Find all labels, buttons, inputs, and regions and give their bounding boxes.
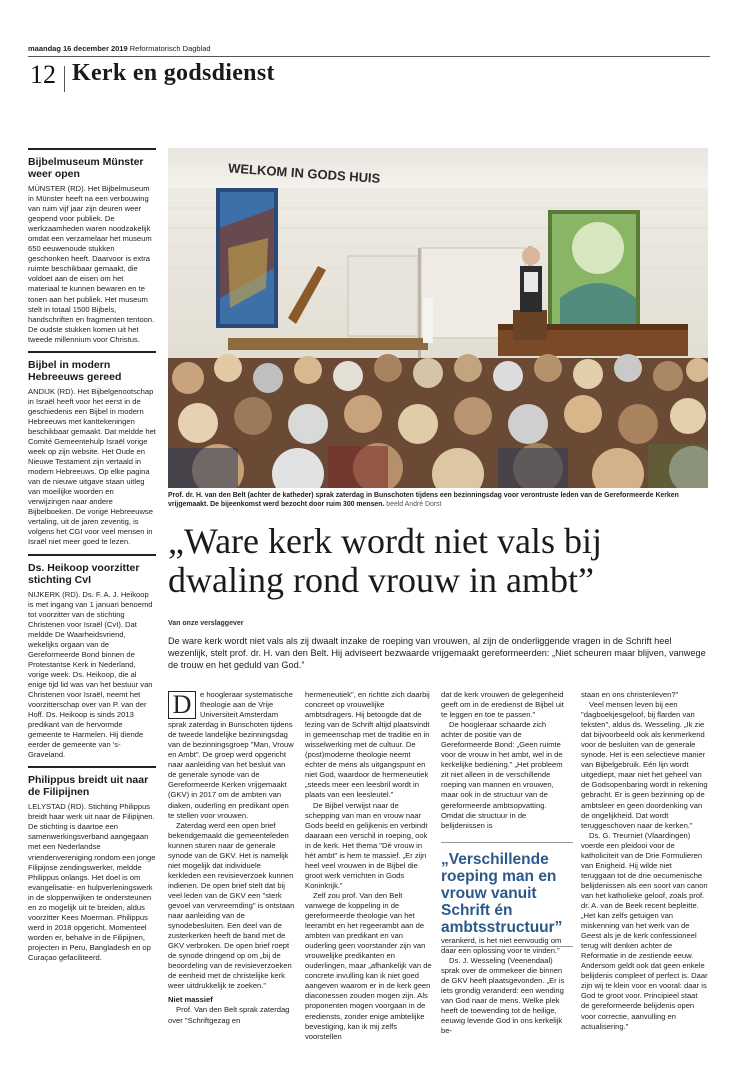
dropcap: D	[168, 691, 196, 719]
brief-title: Bijbelmuseum Münster weer open	[28, 156, 144, 180]
paragraph: staan en ons christenleven?”	[581, 690, 679, 699]
subheading: Niet massief	[168, 995, 213, 1005]
paragraph: e hoogleraar systematische theologie aan de Vrije Universiteit Amsterdam sprak zaterdag in Bunschoten tijdens de tweede landelijke bezinningsdag van de bezinningsgroep "Man, Vrouw en Ambt". De groep werd opgericht naar aanleiding van het besluit van de generale synode van de Gereformeerde Kerken vrijgemaakt (GKV) in 2017 om de ambten van diaken, ouderling en predikant open te stellen voor vrouwen.	[168, 690, 294, 820]
paragraph: dat de kerk vrouwen de gelegenheid geeft om in de eredienst de Bijbel uit te leggen en toe te passen.”	[441, 690, 564, 720]
church-meeting-photo	[168, 148, 708, 488]
brief-title: Bijbel in modern Hebreeuws gereed	[28, 358, 122, 383]
article-column-3-continued	[441, 936, 568, 1036]
article-column-3	[441, 690, 568, 831]
article-column-1	[168, 690, 295, 1026]
paragraph: Ds. G. Treurniet (Vlaardingen) voerde een pleidooi voor de katholiciteit van de Drie Formulieren van Enigheid. Hij wilde niet teruggaan tot de drie oecumenische belijdenissen als een soort van canon van het katholieke geloof, zoals prof. dr. A. van de Beek recent bepleitte. „Het kan zelfs getuigen van miskenning van het werk van de Geest als je de kerk confessioneel terug wilt denken achter de Reformatie in de zestiende eeuw. Andersom geldt ook dat geen enkele belijdenis compleet of perfect is. Daar zijn wij te klein voor en vooral: daar is God te groot voor. Principieel staat de gereformeerde belijdenis open voor correctie, aanvulling en actualisering.”	[581, 830, 708, 1031]
header-separator	[64, 66, 65, 92]
photo-credit: beeld André Dorst	[386, 501, 442, 508]
article-headline: „Ware kerk wordt niet vals bij dwaling rond vrouw in ambt”	[168, 521, 602, 600]
paragraph: verankerd, is het niet eenvoudig om daar een oplossing voor te vinden.”	[441, 936, 562, 956]
paragraph: Zaterdag werd een open brief bekendgemaakt die gemeenteleden kunnen sturen naar de generale synode van de GKV. Het is namelijk niet mogelijk dat individuele kerkleden een revisieverzoek kunnen indienen. De open brief stelt dat bij veel leden van de GKV een "sterk gevoel van vervreemding" is ontstaan naar aanleiding van de synodebesluiten. Een deel van de zusterkerken heeft de band met de GKV verbroken. De open brief roept de synode dringend op om „bij de beoordeling van de revisieverzoeken de eenheid met de christelijke kerk weer uitdrukkelijk te zoeken.”	[168, 820, 295, 991]
section-title: Kerk en godsdienst	[72, 60, 275, 86]
brief-body: ANDIJK (RD). Het Bijbelgenootschap in Israël heeft voor het eerst in de geschiedenis een Bijbel in modern Hebreeuws met kanttekeningen beschikbaar gemaakt. Dat meldde het Comité Gemeentehulp Israël vorige week op zijn website. Het Oude en Nieuwe Testament zijn vertaald in modern Hebreeuws. Op elke pagina van de nieuwe uitgave staan uitleg van moeilijke woorden en verwijzingen naar andere Bijbelboeken. De vorige Hebreeuwse vertaling, uit de jaren zeventig, is volgens het CGI voor veel mensen in Israël niet meer goed te lezen.	[28, 386, 156, 547]
brief-item	[28, 351, 156, 548]
article-column-2	[305, 690, 432, 1042]
paragraph: Prof. Van den Belt sprak zaterdag over "Schriftgezag en	[168, 1005, 290, 1025]
brief-item	[28, 554, 156, 761]
page-number: 12	[30, 60, 56, 89]
paragraph: Ds. J. Wesseling (Veenendaal) sprak over de ommekeer die binnen de GKV heeft plaatsgevonden. „Er is iets grondig veranderd: een wending van God naar de mens. Welke plek heeft de toewending tot de heilige, eeuwig levende God in ons kerkelijk be-	[441, 956, 565, 1036]
paragraph: Zelf zou prof. Van den Belt vanwege de koppeling in de gereformeerde theologie van het leerambt en het regeerambt aan de ambten van predikant en van ouderling geen voorstander zijn van vrouwelijke predikanten en ouderlingen, maar „afhankelijk van de concrete invulling kan ik niet goed aangeven waarom er in de kerk geen diaconessen zouden mogen zijn. Als proponenten mogen voorgaan in de erediensts, zonder enige ambtelijke bevestiging, kan ik mij zelfs voorstellen	[305, 890, 432, 1041]
paragraph: De hoogleraar schaarde zich achter de positie van de Gereformeerde Bond: „Geen ruimte voor de vrouw in het ambt, wel in de kerkelijke bediening.” „Het probleem zit niet alleen in de verschillende roeping van mannen en vrouwen, maar ook in de structuur van de gereformeerde ambtsopvatting. Omdat die structuur in de belijdenissen is	[441, 720, 563, 830]
brief-title: Ds. Heikoop voorzitter stichting CvI	[28, 561, 140, 586]
article-column-4	[581, 690, 708, 1032]
brief-item	[28, 766, 156, 963]
brief-item	[28, 148, 156, 345]
brief-body: MÜNSTER (RD). Het Bijbelmuseum in Münster heeft na een verbouwing van ruim vijf jaar zijn deuren weer geopend voor publiek. De werkzaamheden waren noodzakelijk omdat een verzamelaar het museum 650 eeuwenoude stukken geschonken heeft. Daarvoor is extra ruimte beschikbaar gemaakt, die voldoet aan de eisen om het materiaal te kunnen bewaren en te tonen aan het publiek. Het museum stelt in totaal 1500 Bijbels, handschriften en fragmenten tentoon. De oudste stukken komen uit het tweede millennium voor Christus.	[28, 184, 155, 344]
photo-illustration	[168, 148, 708, 488]
news-briefs-sidebar	[28, 148, 156, 969]
top-rule	[28, 56, 710, 57]
brief-title: Philippus breidt uit naar de Filipijnen	[28, 774, 149, 799]
photo-caption: Prof. dr. H. van den Belt (achter de katheder) sprak zaterdag in Bunschoten tijdens een bezinningsdag voor verontruste leden van de Gereformeerde Kerken vrijgemaakt. De bijeenkomst werd bezocht door ruim 300 mensen. beeld André Dorst	[168, 492, 679, 508]
paragraph: hermeneutiek", en richtte zich daarbij concreet op vrouwelijke ambtsdragers. Hij betoogde dat de lezing van de Schrift altijd plaatsvindt in gemeenschap met de traditie en in wisselwerking met de cultuur. De (post)moderne theologie neemt echter de mens als uitgangspunt en niet God, waardoor de hermeneutiek „steeds meer een leesbril wordt in plaats van een leesleutel.”	[305, 690, 430, 800]
article-intro: De ware kerk wordt niet vals als zij dwaalt inzake de roeping van vrouwen, al zijn de onderliggende vragen in de Schrift heel wezenlijk, stelt prof. dr. H. van den Belt. Hij adviseert bezwaarde vrijgemaakt gereformeerden: „Niet scheuren maar blijven, vanwege de trouw en het geduld van God.”	[168, 636, 706, 670]
paragraph: Veel mensen leven bij een "dagboekjesgeloof, bij flarden van teksten", aldus ds. Wesseling. „Ik zie dat bijvoorbeeld ook als kenmerkend voor de besluiten van de generale synode. Het is een selectieve manier van Bijbelgebruik. Eén lijn wordt uitgediept, maar niet het geheel van de Godsopenbaring wordt in rekening gebracht. Er is geen bezinning op de ambtsleer en geen doordenking van de ongelijkheid. Dat wordt teruggeschoven naar de kerken.”	[581, 700, 708, 830]
paragraph: De Bijbel verwijst naar de schepping van man en vrouw naar Gods beeld en gelijkenis en verbindt daaraan een verschil in roeping, ook in de kerk. Het thema "Dé vrouw in hét ambt" is hem te massief. „Er zijn heel veel vrouwen in de Bijbel die groot werk verrichten in Gods Koninkrijk.”	[305, 800, 428, 890]
dateline: maandag 16 december 2019 Reformatorisch Dagblad	[28, 44, 211, 53]
brief-body: NIJKERK (RD). Ds. F. A. J. Heikoop is met ingang van 1 januari benoemd tot voorzitter van de stichting Christenen voor Israël (CvI). Dat meldde De Waarheidsvriend, wekelijks orgaan van de Gereformeerde Bond binnen de Protestantse Kerk in Nederland, vorige week. Ds. Heikoop, die al enige tijd lid was van het bestuur van Christenen voor Israël, neemt het voorzitterschap over van P. van der Hoff. Ds. Heikoop is sinds 2013 predikant van de hervormde gemeente te Harmelen. Hij diende eerder de gemeente van 's-Graveland.	[28, 589, 153, 760]
brief-body: LELYSTAD (RD). Stichting Philippus breidt haar werk uit naar de Filipijnen. De stichting is daartoe een samenwerkingsverband aangegaan met een Nederlandse vriendenvereniging rondom een jonge Filipijnse zendingswerker, meldde Philippus onlangs. Het doel is om evangelisatie- en hulpverleningswerk in de sloppenwijken te ondersteunen en zo mogelijk uit te breiden, aldus voorzitter Kees Moerman. Philippus werd in 2018 opgericht. Momenteel worden er, behalve in de Filipijnen, projecten in Peru, Bangladesh en op Curaçao gefaciliteerd.	[28, 802, 156, 962]
byline: Van onze verslaggever	[168, 620, 244, 627]
banner-text: WELKOM IN GODS HUIS	[227, 160, 381, 187]
pull-quote: „Verschillende roeping man en vrouw vanuit Schrift én ambtsstructuur”	[441, 842, 573, 947]
